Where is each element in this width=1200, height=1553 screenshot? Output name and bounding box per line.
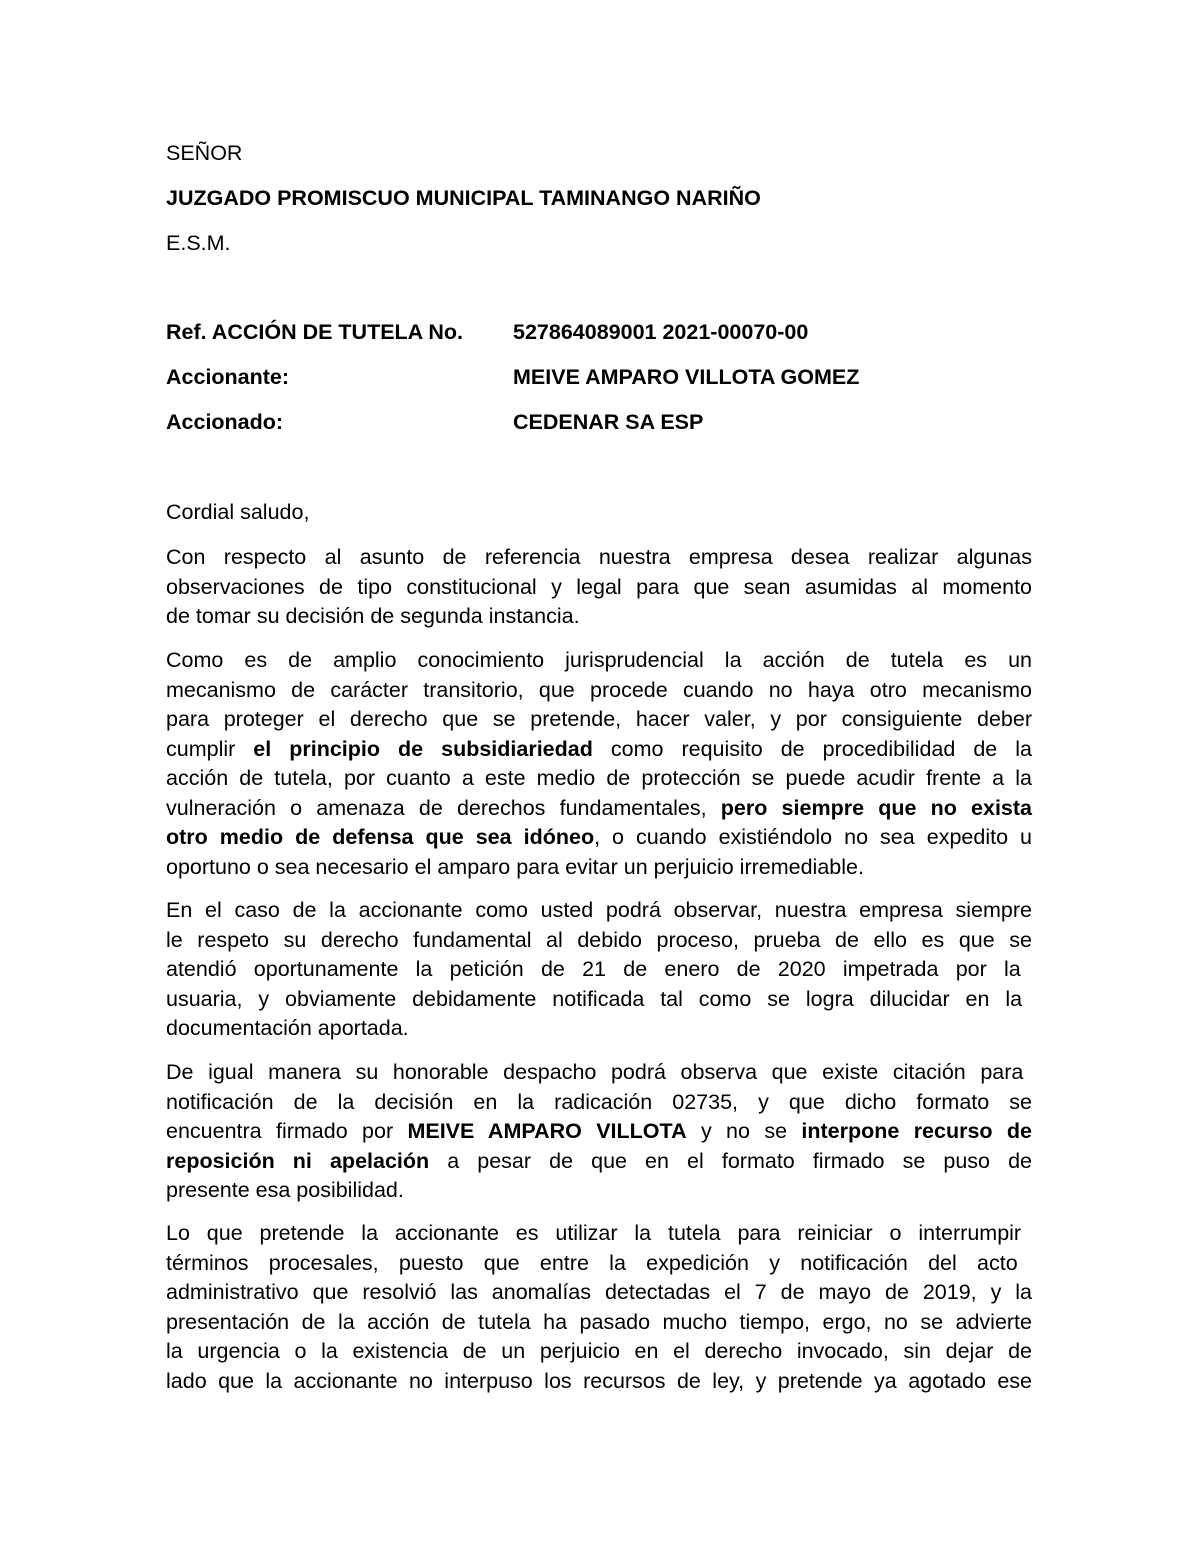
greeting: Cordial saludo,: [166, 500, 310, 524]
paragraph-line: [166, 1117, 1032, 1147]
ref-value: 527864089001 2021-00070-00: [513, 320, 809, 344]
paragraph-4: [166, 1058, 1032, 1206]
text-run: cumplir: [166, 736, 254, 761]
paragraph-line: presentación de la acción de tutela ha pasado mucho tiempo, ergo, no se advierte: [166, 1309, 1032, 1334]
paragraph-1: [166, 543, 1032, 632]
court-name: JUZGADO PROMISCUO MUNICIPAL TAMINANGO NARIÑO: [166, 186, 761, 210]
emphasis-name: MEIVE AMPARO VILLOTA: [407, 1119, 687, 1143]
text-run: encuentra firmado por: [166, 1119, 408, 1143]
paragraph-line: documentación aportada.: [166, 1016, 409, 1040]
paragraph-line: acción de tutela, por cuanto a este medio de protección se puede acudir frente a la: [166, 766, 1032, 790]
accionante-label: Accionante:: [166, 365, 290, 389]
ref-label: Ref. ACCIÓN DE TUTELA No.: [166, 320, 464, 344]
paragraph-line: observaciones de tipo constitucional y legal para que sean asumidas al momento: [166, 574, 1032, 599]
paragraph-line: la urgencia o la existencia de un perjuicio en el derecho invocado, sin dejar de: [166, 1339, 1032, 1363]
paragraph-line: Lo que pretende la accionante es utilizar la tutela para reiniciar o interrumpir: [166, 1221, 1022, 1245]
paragraph-line: lado que la accionante no interpuso los recursos de ley, y pretende ya agotado ese: [166, 1368, 1032, 1393]
paragraph-line: De igual manera su honorable despacho podrá observa que existe citación para: [166, 1060, 1024, 1084]
emphasis-no-exista: pero siempre que no exista: [720, 795, 1033, 820]
emphasis-idoneo: otro medio de defensa que sea idóneo: [166, 825, 595, 849]
paragraph-line: [166, 794, 1032, 824]
accionado-value: CEDENAR SA ESP: [513, 410, 704, 434]
emphasis-subsidiariedad: el principio de subsidiariedad: [253, 736, 593, 761]
paragraph-line: términos procesales, puesto que entre la expedición y notificación del acto: [166, 1250, 1018, 1275]
paragraph-line: atendió oportunamente la petición de 21 de enero de 2020 impetrada por la: [166, 957, 1021, 981]
paragraph-line: En el caso de la accionante como usted podrá observar, nuestra empresa siempre: [166, 898, 1032, 922]
paragraph-line: presente esa posibilidad.: [166, 1178, 404, 1202]
text-run: como requisito de procedibilidad de la: [592, 736, 1032, 761]
text-run: vulneración o amenaza de derechos fundamentales,: [166, 795, 721, 820]
text-run: a pesar de que en el formato firmado se puso de: [429, 1148, 1032, 1173]
paragraph-line: mecanismo de carácter transitorio, que procede cuando no haya otro mecanismo: [166, 677, 1032, 702]
paragraph-line: oportuno o sea necesario el amparo para evitar un perjuicio irremediable.: [166, 854, 864, 879]
paragraph-line: de tomar su decisión de segunda instancia.: [166, 604, 580, 628]
paragraph-2: [166, 646, 1032, 882]
paragraph-3: [166, 896, 1032, 1044]
paragraph-5: [166, 1219, 1032, 1396]
emphasis-reposicion: reposición ni apelación: [166, 1148, 430, 1173]
emphasis-recurso: interpone recurso de: [801, 1119, 1033, 1143]
esm-abbrev: E.S.M.: [166, 231, 231, 255]
paragraph-line: administrativo que resolvió las anomalías detectadas el 7 de mayo de 2019, y la: [166, 1280, 1032, 1304]
paragraph-line: usuaria, y obviamente debidamente notificada tal como se logra dilucidar en la: [166, 986, 1023, 1011]
paragraph-line: Con respecto al asunto de referencia nuestra empresa desea realizar algunas: [166, 545, 1032, 569]
text-run: y no se: [686, 1119, 802, 1143]
paragraph-line: [166, 1147, 1032, 1177]
accionado-label: Accionado:: [166, 410, 284, 434]
paragraph-line: le respeto su derecho fundamental al debido proceso, prueba de ello es que se: [166, 927, 1032, 952]
paragraph-line: Como es de amplio conocimiento jurisprudencial la acción de tutela es un: [166, 648, 1032, 672]
accionante-value: MEIVE AMPARO VILLOTA GOMEZ: [513, 365, 860, 389]
salutation: SEÑOR: [166, 141, 243, 165]
paragraph-line: [166, 823, 1032, 853]
text-run: , o cuando existiéndolo no sea expedito u: [594, 825, 1032, 849]
paragraph-line: para proteger el derecho que se pretende, hacer valer, y por consiguiente deber: [166, 707, 1032, 731]
paragraph-line: [166, 735, 1032, 765]
paragraph-line: notificación de la decisión en la radicación 02735, y que dicho formato se: [166, 1089, 1032, 1114]
